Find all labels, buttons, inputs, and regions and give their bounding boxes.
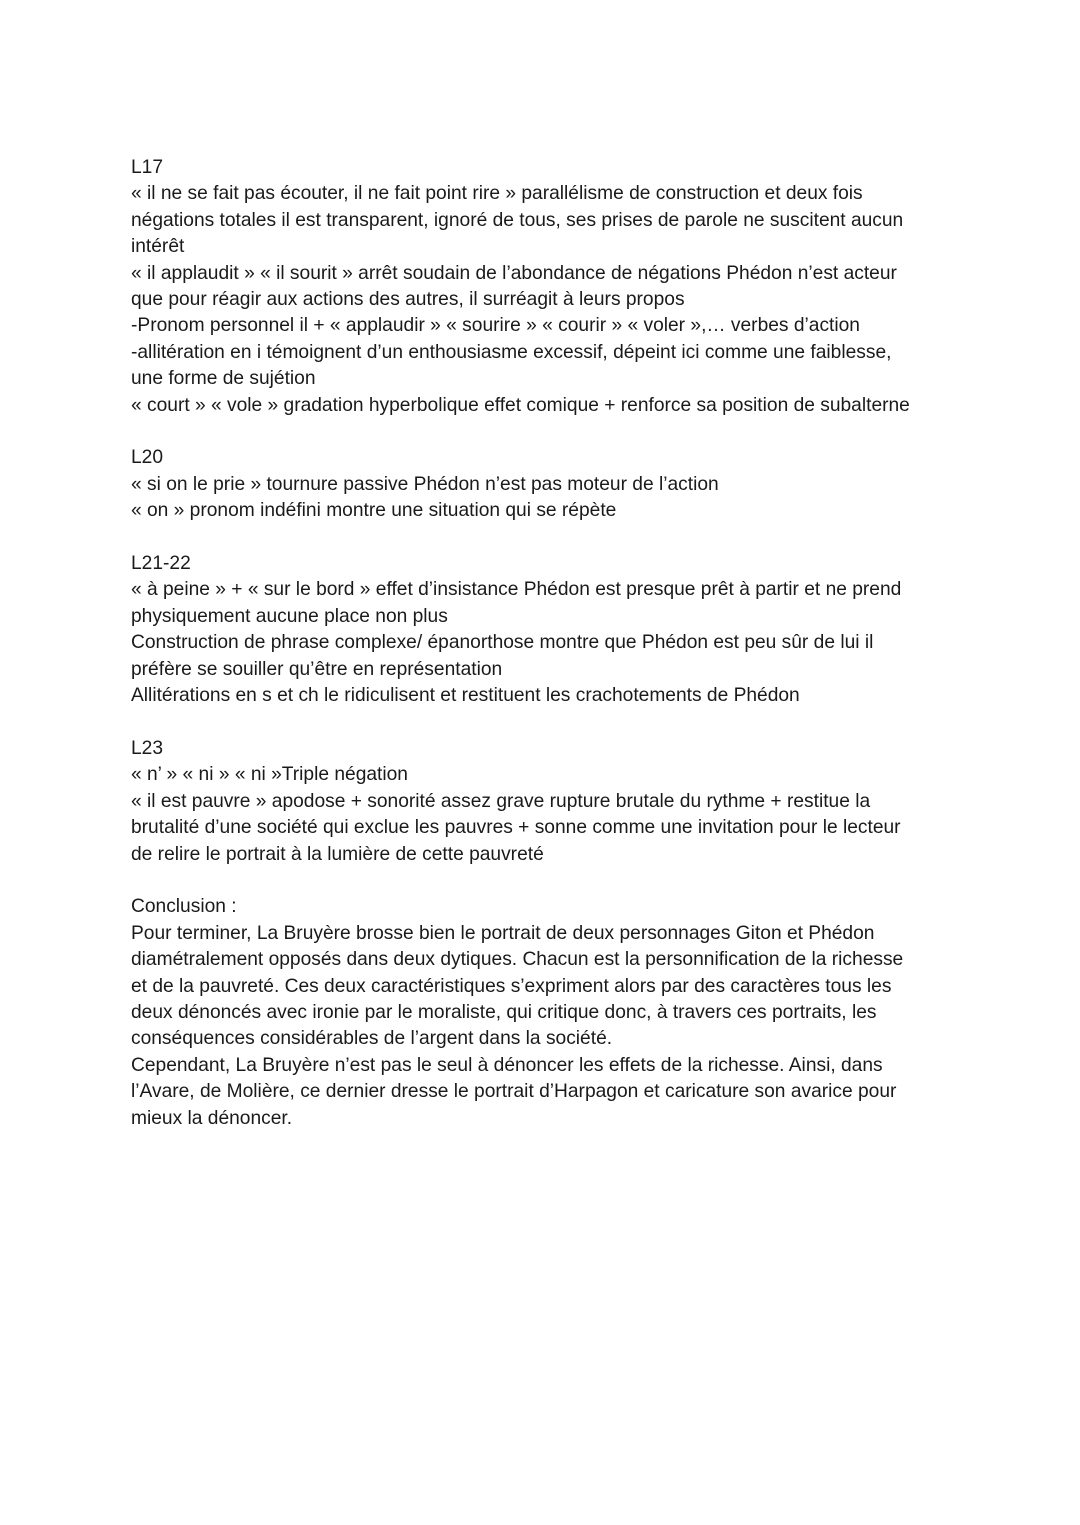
text-line: « n’ » « ni » « ni »Triple négation — [131, 764, 408, 786]
section-conclusion — [131, 894, 961, 1132]
text-line: l’Avare, de Molière, ce dernier dresse le portrait d’Harpagon et caricature son avarice pour — [131, 1081, 897, 1103]
section-l21-22 — [131, 551, 961, 709]
text-line: de relire le portrait à la lumière de cette pauvreté — [131, 843, 544, 865]
text-line: Pour terminer, La Bruyère brosse bien le portrait de deux personnages Giton et Phédon — [131, 922, 875, 944]
text-line: mieux la dénoncer. — [131, 1107, 293, 1129]
text-line: intérêt — [131, 236, 185, 258]
text-line: -allitération en i témoignent d’un enthousiasme excessif, dépeint ici comme une faiblesse, — [131, 341, 892, 363]
text-line: conséquences considérables de l’argent dans la société. — [131, 1028, 613, 1050]
text-line: négations totales il est transparent, ignoré de tous, ses prises de parole ne suscitent aucun — [131, 209, 904, 231]
text-line: et de la pauvreté. Ces deux caractéristiques s’expriment alors par des caractères tous les — [131, 975, 892, 997]
text-line: « court » « vole » gradation hyperbolique effet comique + renforce sa position de subalterne — [131, 394, 910, 416]
text-line: deux dénoncés avec ironie par le moraliste, qui critique donc, à travers ces portraits, les — [131, 1001, 877, 1023]
text-line: « il applaudit » « il sourit » arrêt soudain de l’abondance de négations Phédon n’est acteur — [131, 262, 897, 284]
text-line: physiquement aucune place non plus — [131, 605, 448, 627]
text-line: préfère se souiller qu’être en représentation — [131, 658, 503, 680]
text-line: « il ne se fait pas écouter, il ne fait point rire » parallélisme de construction et deux fois — [131, 183, 863, 205]
text-line: que pour réagir aux actions des autres, il surréagit à leurs propos — [131, 289, 685, 311]
text-line: « il est pauvre » apodose + sonorité assez grave rupture brutale du rythme + restitue la — [131, 790, 871, 812]
text-line: -Pronom personnel il + « applaudir » « sourire » « courir » « voler »,… verbes d’action — [131, 315, 860, 337]
section-heading: L21-22 — [131, 553, 191, 575]
text-line: une forme de sujétion — [131, 368, 316, 390]
text-line: diamétralement opposés dans deux dytiques. Chacun est la personnification de la richesse — [131, 949, 904, 971]
text-line: « on » pronom indéfini montre une situation qui se répète — [131, 500, 617, 522]
document-page — [131, 155, 961, 1158]
section-heading: L20 — [131, 447, 164, 469]
section-heading: Conclusion : — [131, 896, 237, 918]
text-line: « si on le prie » tournure passive Phédon n’est pas moteur de l’action — [131, 473, 719, 495]
text-line: brutalité d’une société qui exclue les pauvres + sonne comme une invitation pour le lecteur — [131, 817, 901, 839]
section-l17 — [131, 155, 961, 419]
text-line: « à peine » + « sur le bord » effet d’insistance Phédon est presque prêt à partir et ne prend — [131, 579, 902, 601]
text-line: Allitérations en s et ch le ridiculisent et restituent les crachotements de Phédon — [131, 685, 800, 707]
section-heading: L23 — [131, 737, 164, 759]
text-line: Construction de phrase complexe/ épanorthose montre que Phédon est peu sûr de lui il — [131, 632, 874, 654]
text-line: Cependant, La Bruyère n’est pas le seul à dénoncer les effets de la richesse. Ainsi, dans — [131, 1054, 883, 1076]
section-l23 — [131, 736, 961, 868]
section-heading: L17 — [131, 157, 164, 178]
section-l20 — [131, 445, 961, 524]
